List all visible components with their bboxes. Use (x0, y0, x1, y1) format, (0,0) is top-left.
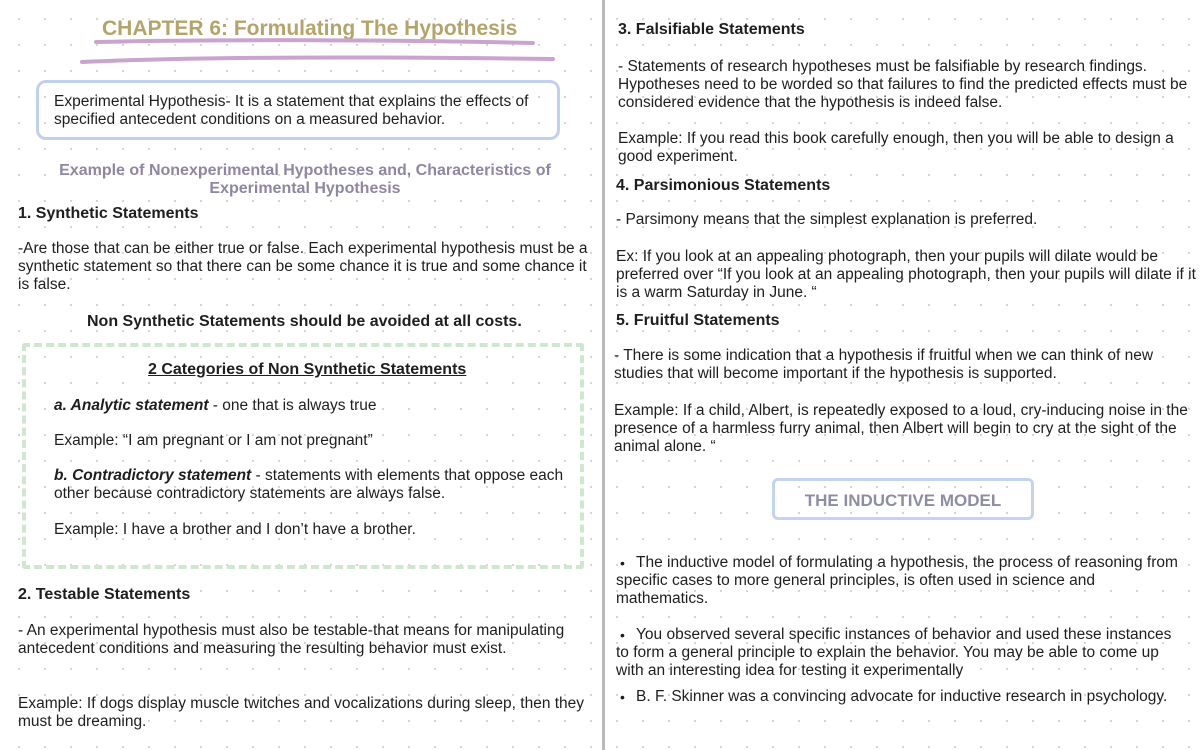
parsimonious-heading: 4. Parsimonious Statements (616, 177, 831, 194)
contradictory-term: b. Contradictory statement (54, 467, 252, 484)
testable-heading: 2. Testable Statements (18, 586, 191, 603)
inductive-model-title: THE INDUCTIVE MODEL (804, 491, 1002, 510)
fruitful-example: Example: If a child, Albert, is repeatedly exposed to a loud, cry-inducing noise in the presence of a harmless furry animal, then Albert will begin to cry at the sight of the animal alone. “ (614, 402, 1188, 455)
chapter-title: CHAPTER 6: Formulating The Hypothesis (102, 17, 518, 40)
categories-title: 2 Categories of Non Synthetic Statements (148, 361, 467, 378)
testable-example: Example: If dogs display muscle twitches and vocalizations during sleep, then they must be dreaming. (18, 695, 585, 730)
contradictory-definition: - statements with elements that oppose each other because contradictory statements are always false. (54, 467, 564, 502)
bullet-dot-2: • (620, 627, 625, 643)
analytic-statement (54, 397, 574, 415)
bullet-dot-1: • (620, 555, 625, 571)
falsifiable-heading: 3. Falsifiable Statements (618, 21, 805, 38)
parsimonious-body: - Parsimony means that the simplest explanation is preferred. (616, 211, 1038, 228)
fruitful-heading: 5. Fruitful Statements (616, 312, 780, 329)
testable-body: - An experimental hypothesis must also be testable-that means for manipulating antecedent conditions and measuring the resulting behavior must exist. (18, 622, 565, 657)
contradictory-statement (54, 467, 564, 503)
contradictory-example: Example: I have a brother and I don’t have a brother. (54, 521, 416, 538)
inductive-bullet-3: B. F. Skinner was a convincing advocate for inductive research in psychology. (636, 688, 1168, 705)
falsifiable-example: Example: If you read this book carefully enough, then you will be able to design a good experiment. (618, 130, 1174, 165)
inductive-bullet-2: You observed several specific instances of behavior and used these instances to form a general principle to explain the behavior. You may be able to come up with an interesting idea for testing it experimentally (616, 626, 1172, 679)
parsimonious-example: Ex: If you look at an appealing photograph, then your pupils will dilate would be preferred over “If you look at an appealing photograph, then your pupils will dilate if it is a warm Saturday in June. “ (616, 248, 1196, 301)
synthetic-heading: 1. Synthetic Statements (18, 205, 199, 222)
synthetic-body: -Are those that can be either true or false. Each experimental hypothesis must be a synthetic statement so that there can be some chance it is true and some chance it is false. (18, 240, 588, 293)
title-underline-decoration (78, 36, 558, 66)
analytic-term: a. Analytic statement (54, 397, 209, 414)
section-subheading: Example of Nonexperimental Hypotheses and, Characteristics of Experimental Hypothesis (59, 162, 551, 197)
falsifiable-body: - Statements of research hypotheses must be falsifiable by research findings. Hypotheses need to be worded so that failures to find the predicted effects must be considered evidence that the hypothesis is indeed false. (618, 58, 1188, 111)
inductive-bullet-1: The inductive model of formulating a hypothesis, the process of reasoning from specific cases to more general principles, is often used in science and mathematics. (616, 554, 1178, 607)
experimental-hypothesis-definition: Experimental Hypothesis- It is a statement that explains the effects of specified antecedent conditions on a measured behavior. (54, 93, 529, 128)
fruitful-body: - There is some indication that a hypothesis if fruitful when we can think of new studies that will become important if the hypothesis is supported. (614, 347, 1154, 382)
analytic-example: Example: “I am pregnant or I am not pregnant” (54, 432, 373, 449)
non-synthetic-note: Non Synthetic Statements should be avoided at all costs. (87, 313, 522, 330)
bullet-dot-3: • (620, 689, 625, 705)
analytic-definition: - one that is always true (208, 397, 377, 414)
column-divider (602, 0, 605, 750)
